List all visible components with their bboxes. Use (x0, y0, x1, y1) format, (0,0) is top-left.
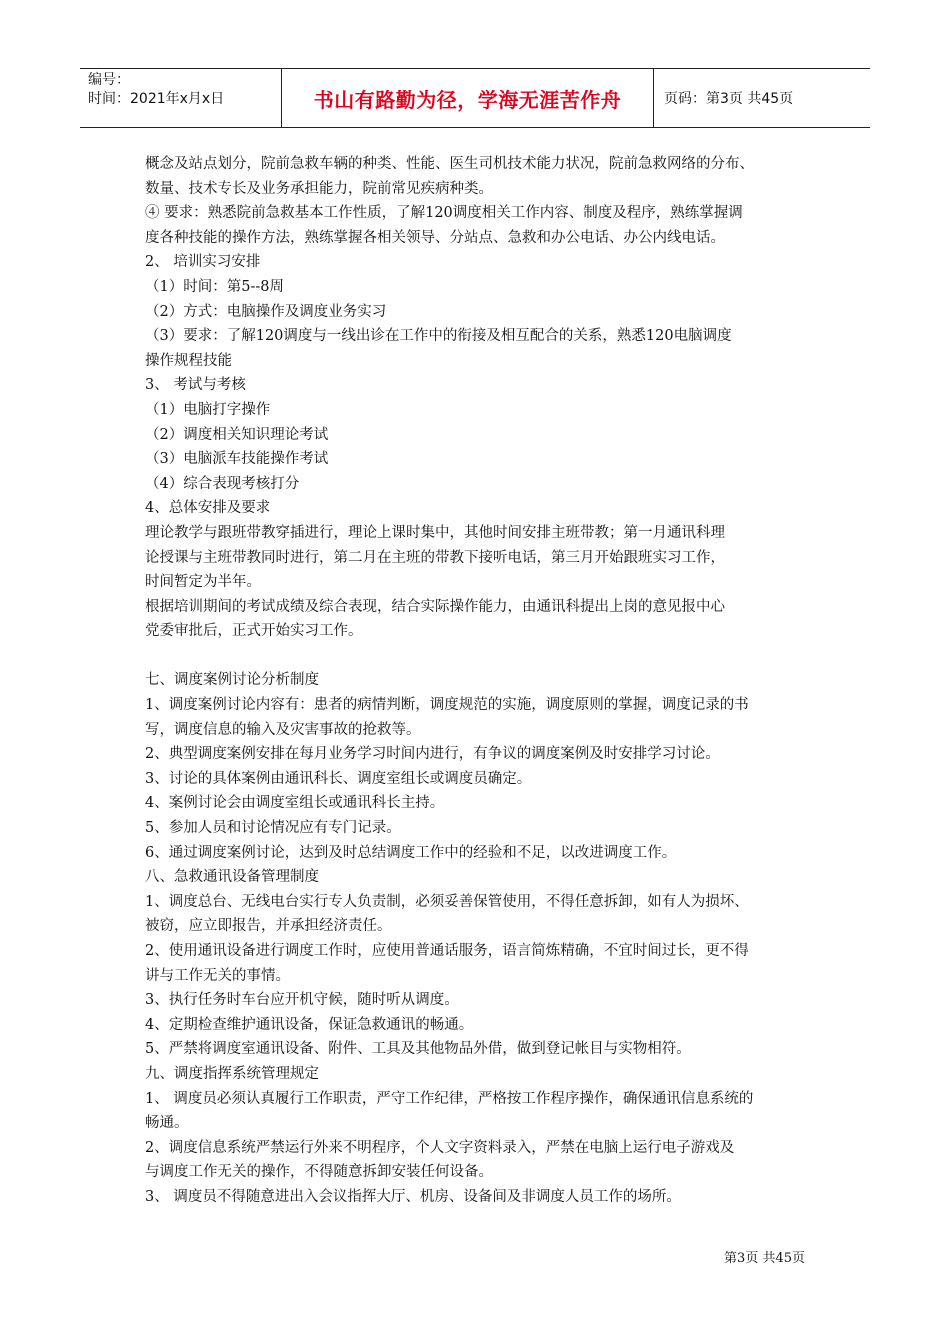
body-line: （4）综合表现考核打分 (145, 475, 300, 492)
body-line: （1）时间：第5--8周 (145, 278, 284, 295)
body-line: 3、 考试与考核 (145, 377, 246, 394)
body-line: （3）要求：了解120调度与一线出诊在工作中的衔接及相互配合的关系，熟悉120电脑调度 (145, 328, 732, 345)
body-line: 与调度工作无关的操作，不得随意拆卸安装任何设备。 (145, 1164, 493, 1181)
body-line: 1、调度案例讨论内容有：患者的病情判断，调度规范的实施，调度原则的掌握，调度记录的书 (145, 697, 749, 714)
body-line: 畅通。 (145, 1115, 189, 1132)
document-number-label: 编号： (88, 72, 130, 88)
document-body (145, 152, 815, 1210)
body-line: 2、调度信息系统严禁运行外来不明程序，个人文字资料录入，严禁在电脑上运行电子游戏及 (145, 1139, 735, 1156)
body-line: （1）电脑打字操作 (145, 401, 271, 418)
document-date: 时间：2021年x月x日 (88, 91, 225, 107)
body-line: ④ 要求：熟悉院前急救基本工作性质，了解120调度相关工作内容、制度及程序，熟练掌握调 (145, 205, 743, 222)
blank-line (145, 644, 815, 669)
body-line: 3、 调度员不得随意进出入会议指挥大厅、机房、设备间及非调度人员工作的场所。 (145, 1188, 681, 1205)
body-line: 2、使用通讯设备进行调度工作时，应使用普通话服务，语言简炼精确，不宜时间过长，更不得 (145, 943, 749, 959)
body-line: 2、典型调度案例安排在每月业务学习时间内进行，有争议的调度案例及时安排学习讨论。 (145, 746, 720, 763)
page-header (80, 68, 870, 128)
body-line: 概念及站点划分，院前急救车辆的种类、性能、医生司机技术能力状况，院前急救网络的分布、 (145, 156, 754, 172)
page-footer: 第3页 共45页 (724, 1251, 805, 1266)
body-line: 度各种技能的操作方法，熟练掌握各相关领导、分站点、急救和办公电话、办公内线电话。 (145, 229, 725, 246)
body-line: 1、调度总台、无线电台实行专人负责制，必须妥善保管使用，不得任意拆卸，如有人为损坏、 (145, 893, 749, 910)
body-line: 3、执行任务时车台应开机守候，随时听从调度。 (145, 992, 459, 1009)
body-line: 党委审批后，正式开始实习工作。 (145, 623, 363, 640)
header-meta (80, 69, 282, 127)
body-line: 根据培训期间的考试成绩及综合表现，结合实际操作能力，由通讯科提出上岗的意见报中心 (145, 598, 725, 615)
body-line: 4、总体安排及要求 (145, 500, 271, 517)
body-line: 讲与工作无关的事情。 (145, 967, 290, 984)
header-page-info: 页码：第3页 共45页 (664, 91, 794, 107)
body-line: 3、讨论的具体案例由通讯科长、调度室组长或调度员确定。 (145, 770, 532, 787)
body-line: 2、 培训实习安排 (145, 254, 261, 271)
body-line: 5、参加人员和讨论情况应有专门记录。 (145, 820, 401, 837)
body-line: 5、严禁将调度室通讯设备、附件、工具及其他物品外借，做到登记帐目与实物相符。 (145, 1041, 691, 1058)
body-line: 七、调度案例讨论分析制度 (145, 672, 319, 689)
body-line: 被窃，应立即报告，并承担经济责任。 (145, 918, 392, 935)
body-line: 数量、技术专长及业务承担能力，院前常见疾病种类。 (145, 180, 493, 197)
body-line: 写，调度信息的输入及灾害事故的抢救等。 (145, 721, 421, 738)
body-line: 操作规程技能 (145, 352, 232, 369)
body-line: 1、 调度员必须认真履行工作职责，严守工作纪律，严格按工作程序操作，确保通讯信息系统的 (145, 1090, 754, 1107)
body-line: 6、通过调度案例讨论，达到及时总结调度工作中的经验和不足，以改进调度工作。 (145, 844, 677, 861)
body-line: 八、急救通讯设备管理制度 (145, 869, 319, 886)
body-line: 4、定期检查维护通讯设备，保证急救通讯的畅通。 (145, 1016, 474, 1033)
body-line: 理论教学与跟班带教穿插进行，理论上课时集中，其他时间安排主班带教；第一月通讯科理 (145, 524, 725, 541)
body-line: （3）电脑派车技能操作考试 (145, 451, 329, 468)
body-line: （2）调度相关知识理论考试 (145, 426, 329, 443)
body-line: （2）方式：电脑操作及调度业务实习 (145, 303, 387, 320)
body-line: 九、调度指挥系统管理规定 (145, 1065, 319, 1082)
body-line: 时间暂定为半年。 (145, 574, 261, 591)
header-motto: 书山有路勤为径，学海无涯苦作舟 (282, 69, 654, 127)
body-line: 论授课与主班带教同时进行，第二月在主班的带教下接听电话，第三月开始跟班实习工作， (145, 549, 725, 566)
body-line: 4、案例讨论会由调度室组长或通讯科长主持。 (145, 795, 445, 812)
